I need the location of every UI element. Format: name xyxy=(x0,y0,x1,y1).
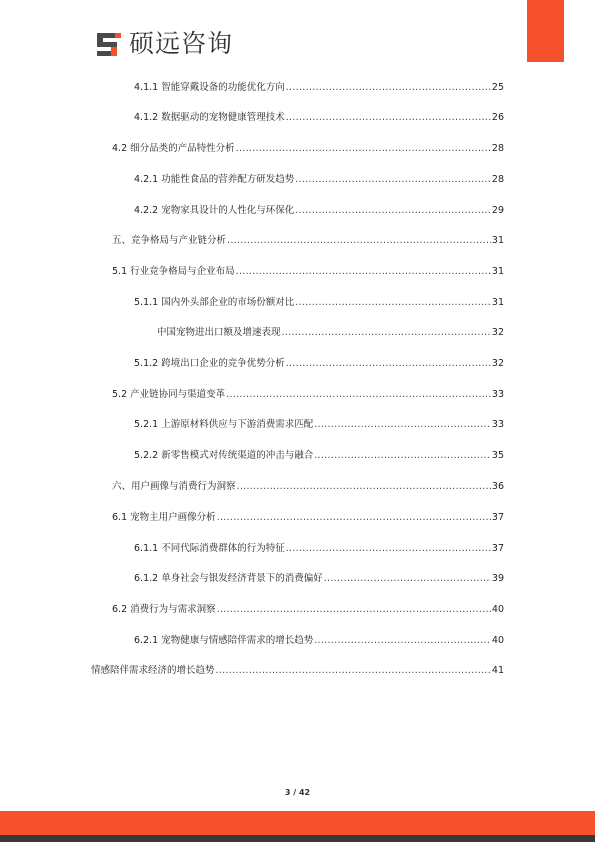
toc-entry[interactable] xyxy=(157,326,504,340)
toc-entry-label: 6.1.1 不同代际消费群体的行为特征 xyxy=(134,543,285,554)
toc-leader-dots xyxy=(286,111,491,125)
toc-entry-page: 39 xyxy=(491,573,504,584)
toc-entry[interactable] xyxy=(134,572,504,586)
toc-entry-label: 六、用户画像与消费行为洞察 xyxy=(112,481,236,492)
toc-entry-label: 6.1 宠物主用户画像分析 xyxy=(112,512,216,523)
toc-entry[interactable] xyxy=(112,234,504,248)
toc-entry-page: 36 xyxy=(491,481,504,492)
toc-leader-dots xyxy=(227,234,491,248)
footer-dark-strip xyxy=(0,835,595,842)
toc-leader-dots xyxy=(216,664,491,678)
toc-leader-dots xyxy=(314,634,491,648)
toc-entry-page: 32 xyxy=(491,327,504,338)
toc-leader-dots xyxy=(295,204,491,218)
toc-entry-page: 25 xyxy=(491,82,504,93)
toc-entry[interactable] xyxy=(134,449,504,463)
toc-entry[interactable] xyxy=(112,480,504,494)
toc-entry-label: 5.1 行业竞争格局与企业布局 xyxy=(112,266,235,277)
toc-entry-label: 5.2.1 上游原材料供应与下游消费需求匹配 xyxy=(134,419,314,430)
toc-entry-label: 6.2 消费行为与需求洞察 xyxy=(112,604,216,615)
toc-entry-page: 31 xyxy=(491,266,504,277)
toc-entry-label: 中国宠物进出口额及增速表现 xyxy=(157,327,281,338)
toc-entry-page: 33 xyxy=(491,419,504,430)
toc-entry[interactable] xyxy=(112,142,504,156)
toc-entry-label: 4.1.1 智能穿戴设备的功能优化方向 xyxy=(134,82,285,93)
toc-entry[interactable] xyxy=(134,296,504,310)
toc-entry[interactable] xyxy=(134,418,504,432)
toc-entry[interactable] xyxy=(112,388,504,402)
toc-entry-page: 28 xyxy=(491,143,504,154)
toc-leader-dots xyxy=(295,296,491,310)
corner-accent-tab xyxy=(527,0,564,62)
toc-leader-dots xyxy=(295,173,491,187)
toc-entry-label: 4.2.2 宠物家具设计的人性化与环保化 xyxy=(134,205,295,216)
toc-entry-label: 4.2 细分品类的产品特性分析 xyxy=(112,143,235,154)
toc-entry-page: 31 xyxy=(491,235,504,246)
toc-entry-page: 32 xyxy=(491,358,504,369)
toc-leader-dots xyxy=(286,542,491,556)
toc-entry-page: 33 xyxy=(491,389,504,400)
toc-entry[interactable] xyxy=(112,603,504,617)
logo-mark-icon xyxy=(95,30,123,58)
toc-leader-dots xyxy=(217,603,491,617)
toc-leader-dots xyxy=(286,357,491,371)
toc-leader-dots xyxy=(236,142,491,156)
toc-entry-page: 28 xyxy=(491,174,504,185)
toc-entry-page: 37 xyxy=(491,512,504,523)
toc-entry[interactable] xyxy=(134,542,504,556)
toc-entry-page: 26 xyxy=(491,112,504,123)
toc-entry-label: 6.2.1 宠物健康与情感陪伴需求的增长趋势 xyxy=(134,635,314,646)
toc-entry[interactable] xyxy=(91,664,504,678)
toc-entry-label: 5.1.1 国内外头部企业的市场份额对比 xyxy=(134,297,295,308)
toc-leader-dots xyxy=(237,480,491,494)
toc-entry-label: 4.2.1 功能性食品的营养配方研发趋势 xyxy=(134,174,295,185)
toc-leader-dots xyxy=(282,326,491,340)
toc-entry-page: 31 xyxy=(491,297,504,308)
toc-leader-dots xyxy=(286,81,491,95)
page-number: 3 / 42 xyxy=(284,788,311,797)
toc-leader-dots xyxy=(217,511,491,525)
toc-entry-page: 40 xyxy=(491,604,504,615)
toc-entry-label: 情感陪伴需求经济的增长趋势 xyxy=(91,665,215,676)
toc-entry-page: 37 xyxy=(491,543,504,554)
toc-entry[interactable] xyxy=(134,111,504,125)
toc-leader-dots xyxy=(314,418,491,432)
toc-entry-label: 5.2.2 新零售模式对传统渠道的冲击与融合 xyxy=(134,450,314,461)
toc-entry[interactable] xyxy=(134,634,504,648)
toc-entry[interactable] xyxy=(134,81,504,95)
toc-leader-dots xyxy=(226,388,491,402)
toc-leader-dots xyxy=(314,449,491,463)
toc-entry[interactable] xyxy=(134,173,504,187)
toc-leader-dots xyxy=(324,572,491,586)
brand-name: 硕远咨询 xyxy=(129,29,234,58)
toc-entry-label: 5.1.2 跨境出口企业的竞争优势分析 xyxy=(134,358,285,369)
toc-entry-label: 5.2 产业链协同与渠道变革 xyxy=(112,389,226,400)
toc-entry[interactable] xyxy=(134,204,504,218)
toc-entry[interactable] xyxy=(112,265,504,279)
toc-entry-page: 35 xyxy=(491,450,504,461)
toc-entry-label: 6.1.2 单身社会与银发经济背景下的消费偏好 xyxy=(134,573,323,584)
toc-leader-dots xyxy=(236,265,491,279)
toc-entry-label: 五、竞争格局与产业链分析 xyxy=(112,235,227,246)
toc-entry-label: 4.1.2 数据驱动的宠物健康管理技术 xyxy=(134,112,285,123)
brand-logo xyxy=(95,30,233,58)
toc-entry[interactable] xyxy=(112,511,504,525)
toc-entry-page: 41 xyxy=(491,665,504,676)
toc-entry[interactable] xyxy=(134,357,504,371)
toc-entry-page: 29 xyxy=(491,205,504,216)
toc-entry-page: 40 xyxy=(491,635,504,646)
